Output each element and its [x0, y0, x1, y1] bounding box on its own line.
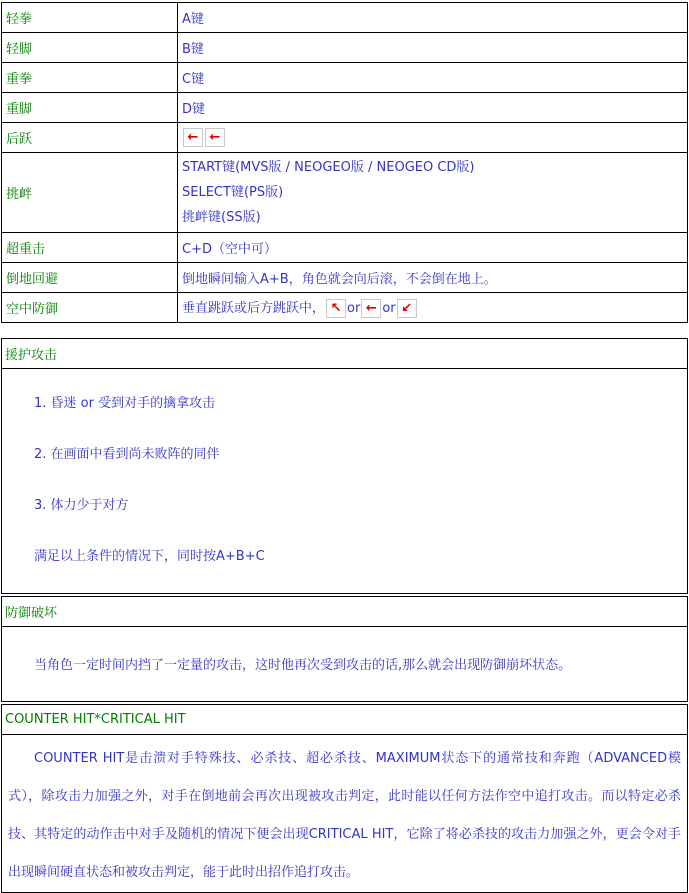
left-arrow-icon: ←: [361, 299, 381, 318]
control-label-air-guard: 空中防御: [2, 293, 178, 323]
control-value-heavy-punch: C键: [178, 63, 688, 93]
table-row: [2, 123, 688, 153]
control-value-light-punch: A键: [178, 3, 688, 33]
controls-table: [1, 2, 688, 323]
table-row: [2, 597, 688, 627]
table-row: [2, 233, 688, 263]
section-title-guard-crush: 防御破坏: [2, 597, 688, 627]
control-value-recovery-roll: 倒地瞬间输入A+B，角色就会向后滚，不会倒在地上。: [178, 263, 688, 293]
counter-hit-paragraph: COUNTER HIT是击溃对手特殊技、必杀技、超必杀技、MAXIMUM状态下的通常技和奔跑（ADVANCED模式），除攻击力加强之外，对手在倒地前会再次出现被攻击判定，此时能以任何方法作空中追打攻击。而以特定必杀技、其特定的动作击中对手及随机的情况下便会出现CRITICAL HIT，它除了将必杀技的攻击力加强之外，更会令对手出现瞬间硬直状态和被攻击判定，能于此时出招作追打攻击。: [8, 751, 681, 880]
table-row: [2, 63, 688, 93]
assist-condition-1: 1. 昏迷 or 受到对手的擒拿攻击: [34, 396, 216, 411]
taunt-line-2: SELECT键(PS版): [182, 185, 284, 200]
table-row: [2, 339, 688, 369]
control-label-back-hop: 后跃: [2, 123, 178, 153]
counter-hit-body: [2, 735, 688, 893]
assist-condition-3: 3. 体力少于对方: [34, 498, 129, 513]
table-row: [2, 33, 688, 63]
control-label-recovery-roll: 倒地回避: [2, 263, 178, 293]
control-label-heavy-kick: 重脚: [2, 93, 178, 123]
left-arrow-icon: ←: [205, 128, 225, 147]
table-row: [2, 93, 688, 123]
control-label-blow-away: 超重击: [2, 233, 178, 263]
control-value-taunt: [178, 153, 688, 233]
table-row: [2, 369, 688, 594]
section-title-counter-hit: COUNTER HIT*CRITICAL HIT: [2, 705, 688, 735]
assist-attack-section: [1, 338, 688, 594]
table-row: [2, 735, 688, 893]
guard-crush-paragraph: 当角色一定时间内挡了一定量的攻击，这时他再次受到攻击的话,那么就会出现防御崩坏状态。: [34, 658, 572, 673]
taunt-line-1: START键(MVS版 / NEOGEO版 / NEOGEO CD版): [182, 160, 475, 175]
control-value-air-guard: [178, 293, 688, 323]
table-row: [2, 263, 688, 293]
or-text: or: [347, 301, 361, 316]
section-title-assist-attack: 援护攻击: [2, 339, 688, 369]
control-value-heavy-kick: D键: [178, 93, 688, 123]
control-label-light-kick: 轻脚: [2, 33, 178, 63]
up-left-arrow-icon: ↖: [326, 299, 346, 318]
control-value-blow-away: C+D（空中可）: [178, 233, 688, 263]
or-text: or: [382, 301, 396, 316]
control-value-light-kick: B键: [178, 33, 688, 63]
control-label-taunt: 挑衅: [2, 153, 178, 233]
left-arrow-icon: ←: [183, 128, 203, 147]
table-row: [2, 293, 688, 323]
air-guard-text: 垂直跳跃或后方跳跃中，: [182, 301, 326, 316]
counter-hit-section: [1, 704, 688, 893]
table-row: [2, 3, 688, 33]
guard-crush-body: [2, 627, 688, 702]
assist-command: 满足以上条件的情况下，同时按A+B+C: [34, 549, 265, 564]
table-row: [2, 705, 688, 735]
control-label-light-punch: 轻拳: [2, 3, 178, 33]
control-label-heavy-punch: 重拳: [2, 63, 178, 93]
table-row: [2, 627, 688, 702]
table-row: [2, 153, 688, 233]
assist-condition-2: 2. 在画面中看到尚未败阵的同伴: [34, 447, 220, 462]
down-left-arrow-icon: ↙: [397, 299, 417, 318]
guard-crush-section: [1, 596, 688, 702]
assist-attack-body: [2, 369, 688, 594]
control-value-back-hop: [178, 123, 688, 153]
taunt-line-3: 挑衅键(SS版): [182, 210, 261, 225]
